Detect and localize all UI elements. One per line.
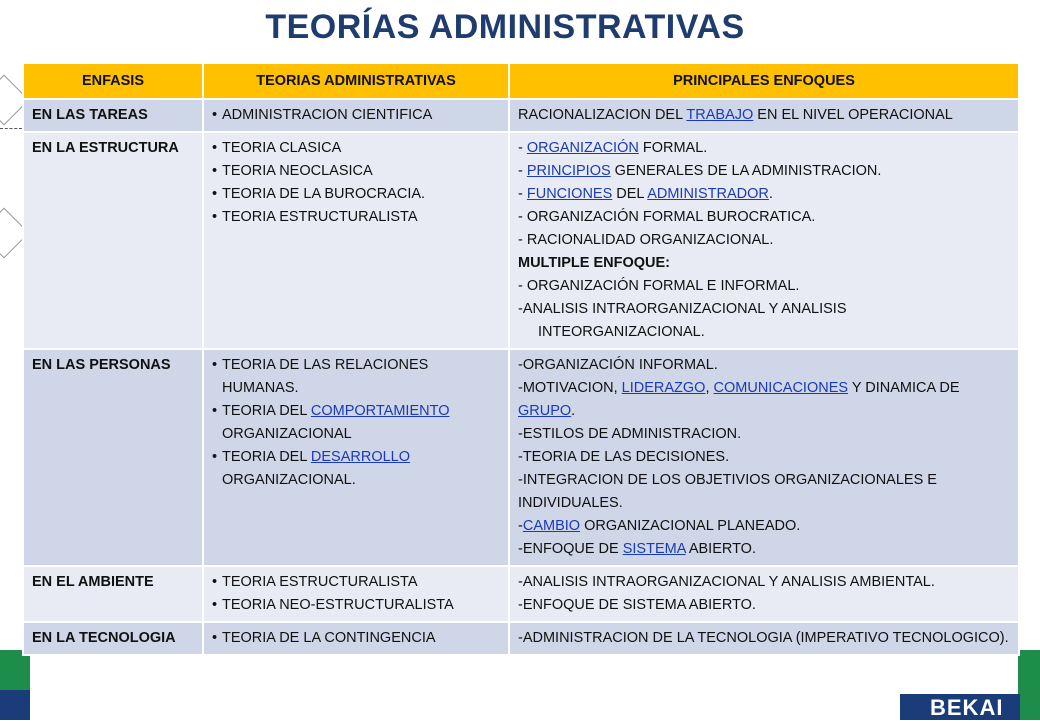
list-item: • TEORIA DEL COMPORTAMIENTO ORGANIZACIONAL <box>212 400 500 446</box>
bullet-icon: • <box>212 574 218 590</box>
enfasis-cell: EN EL AMBIENTE <box>23 566 203 622</box>
enfoques-cell: RACIONALIZACION DEL TRABAJO EN EL NIVEL OPERACIONAL <box>509 99 1019 132</box>
table-row <box>23 99 1019 132</box>
list-item: • TEORIA ESTRUCTURALISTA <box>212 571 500 594</box>
bullet-icon: • <box>212 209 218 225</box>
bullet-icon: • <box>212 357 218 373</box>
link-administrador[interactable]: ADMINISTRADOR <box>647 186 769 202</box>
header-enfoques: PRINCIPALES ENFOQUES <box>509 63 1019 99</box>
link-sistema[interactable]: SISTEMA <box>622 541 686 557</box>
teorias-cell <box>203 99 509 132</box>
multiple-enfoque-label: MULTIPLE ENFOQUE: <box>518 255 670 271</box>
bullet-icon: • <box>212 630 218 646</box>
logo-text: BEKAI <box>930 695 1004 720</box>
enfasis-cell: EN LA ESTRUCTURA <box>23 132 203 349</box>
table-row <box>23 132 1019 349</box>
header-enfasis: ENFASIS <box>23 63 203 99</box>
header-teorias: TEORIAS ADMINISTRATIVAS <box>203 63 509 99</box>
enfoques-cell: - ORGANIZACIÓN FORMAL. - PRINCIPIOS GENERALES DE LA ADMINISTRACION. - FUNCIONES DEL ADMINISTRADOR. - ORGANIZACIÓN FORMAL BUROCRATICA. - RACIONALIDAD ORGANIZACIONAL. MULTIPLE ENFOQUE: - ORGANIZACIÓN FORMAL E INFORMAL. -ANALISIS INTRAORGANIZACIONAL Y ANALISIS INTEORGANIZACIONAL. <box>509 132 1019 349</box>
link-trabajo[interactable]: TRABAJO <box>686 107 754 123</box>
table-row <box>23 349 1019 566</box>
list-item: • TEORIA DE LAS RELACIONES HUMANAS. <box>212 354 500 400</box>
link-funciones[interactable]: FUNCIONES <box>526 186 613 202</box>
list-item: • TEORIA ESTRUCTURALISTA <box>212 206 500 229</box>
teorias-cell <box>203 349 509 566</box>
decorative-dashed-line <box>0 128 22 129</box>
bullet-icon: • <box>212 597 218 613</box>
link-cambio[interactable]: CAMBIO <box>522 518 581 534</box>
table-row <box>23 566 1019 622</box>
decorative-blue-bar-left <box>0 690 30 720</box>
enfasis-cell: EN LA TECNOLOGIA <box>23 622 203 655</box>
list-item: • TEORIA NEOCLASICA <box>212 160 500 183</box>
enfoques-cell: -ANALISIS INTRAORGANIZACIONAL Y ANALISIS AMBIENTAL. -ENFOQUE DE SISTEMA ABIERTO. <box>509 566 1019 622</box>
list-item: • TEORIA CLASICA <box>212 137 500 160</box>
bullet-icon: • <box>212 140 218 156</box>
table-row <box>23 622 1019 655</box>
theories-table <box>22 62 1020 656</box>
list-item: • TEORIA DE LA BUROCRACIA. <box>212 183 500 206</box>
list-item: • TEORIA NEO-ESTRUCTURALISTA <box>212 594 500 617</box>
bullet-icon: • <box>212 403 218 419</box>
link-organizacion[interactable]: ORGANIZACIÓN <box>526 140 639 156</box>
teorias-cell <box>203 622 509 655</box>
enfoques-cell: -ORGANIZACIÓN INFORMAL. -MOTIVACION, LIDERAZGO, COMUNICACIONES Y DINAMICA DE GRUPO. -ESTILOS DE ADMINISTRACION. -TEORIA DE LAS DECISIONES. -INTEGRACION DE LOS OBJETIVIOS ORGANIZACIONALES E INDIVIDUALES. -CAMBIO ORGANIZACIONAL PLANEADO. -ENFOQUE DE SISTEMA ABIERTO. <box>509 349 1019 566</box>
enfoques-cell: -ADMINISTRACION DE LA TECNOLOGIA (IMPERATIVO TECNOLOGICO). <box>509 622 1019 655</box>
bullet-icon: • <box>212 186 218 202</box>
link-grupo[interactable]: GRUPO <box>518 403 572 419</box>
link-principios[interactable]: PRINCIPIOS <box>526 163 611 179</box>
bullet-icon: • <box>212 163 218 179</box>
link-desarrollo[interactable]: DESARROLLO <box>310 449 411 465</box>
table-header-row <box>23 63 1019 99</box>
bullet-icon: • <box>212 107 218 123</box>
list-item: • TEORIA DE LA CONTINGENCIA <box>212 627 500 650</box>
link-comportamiento[interactable]: COMPORTAMIENTO <box>310 403 450 419</box>
enfasis-cell: EN LAS TAREAS <box>23 99 203 132</box>
enfasis-cell: EN LAS PERSONAS <box>23 349 203 566</box>
teorias-cell <box>203 132 509 349</box>
teorias-cell <box>203 566 509 622</box>
bullet-icon: • <box>212 449 218 465</box>
link-liderazgo[interactable]: LIDERAZGO <box>621 380 706 396</box>
link-comunicaciones[interactable]: COMUNICACIONES <box>713 380 849 396</box>
list-item: • TEORIA DEL DESARROLLO ORGANIZACIONAL. <box>212 446 500 492</box>
list-item: • ADMINISTRACION CIENTIFICA <box>212 104 500 127</box>
decorative-green-bar-right <box>1018 650 1040 720</box>
page-title: TEORÍAS ADMINISTRATIVAS <box>265 8 745 46</box>
